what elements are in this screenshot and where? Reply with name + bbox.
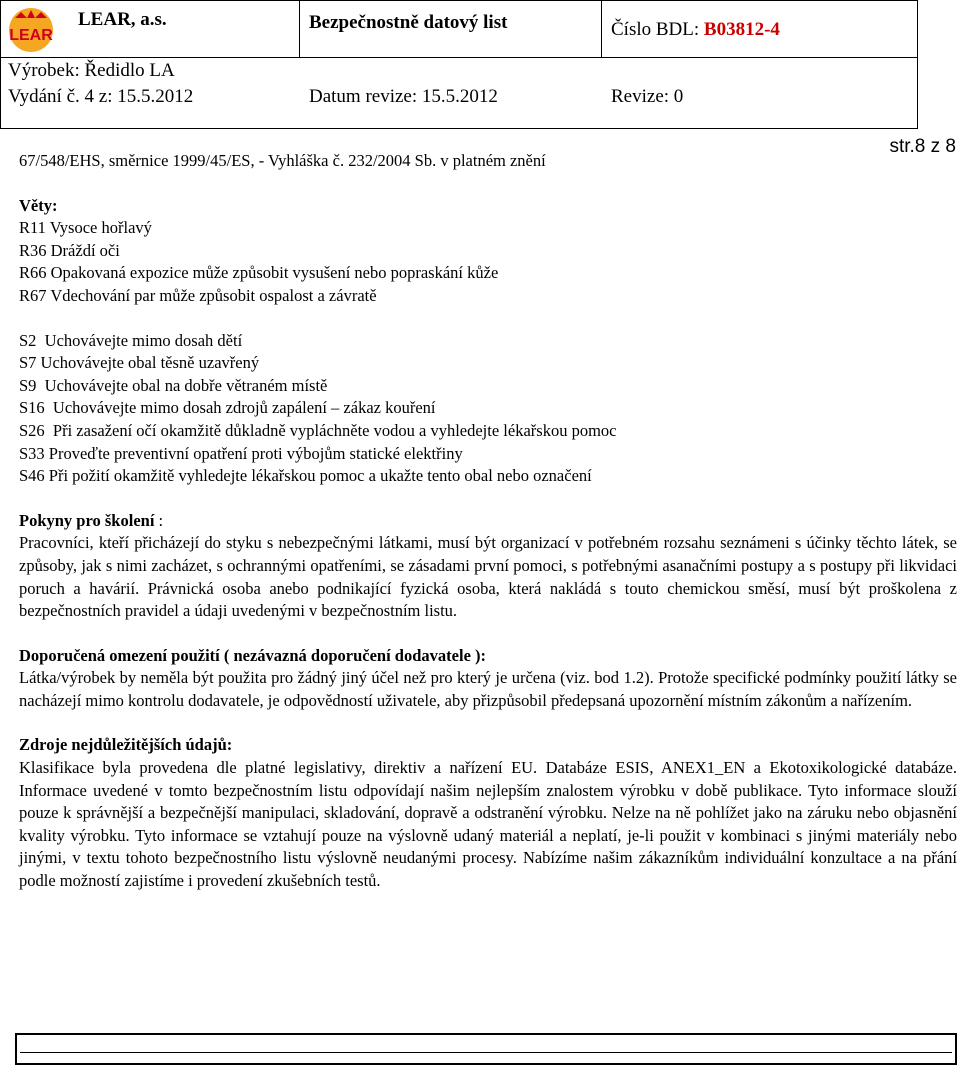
header-divider [601, 1, 602, 57]
footer-bar [15, 1033, 957, 1065]
revision-number: Revize: 0 [611, 86, 684, 107]
bdl-number: B03812-4 [703, 19, 780, 40]
restrictions-heading: Doporučená omezení použití ( nezávazná doporučení dodavatele ): [19, 645, 487, 665]
s-phrase: S33 Proveďte preventivní opatření proti výbojům statické elektřiny [19, 443, 463, 463]
s-phrase: S16 Uchovávejte mimo dosah zdrojů zapálení – zákaz kouření [19, 398, 436, 418]
s-phrase: S26 Při zasažení očí okamžitě důkladně vypláchněte vodou a vyhledejte lékařskou pomoc [19, 420, 617, 440]
issue-info: Vydání č. 4 z: 15.5.2012 [8, 86, 194, 107]
training-heading: Pokyny pro školení [19, 510, 155, 530]
training-heading-suffix: : [154, 510, 164, 530]
header-divider [299, 1, 300, 57]
spacer [19, 173, 957, 195]
phrases-heading: Věty: [19, 195, 58, 215]
spacer [19, 623, 957, 645]
document-type: Bezpečnostně datový list [309, 12, 508, 33]
spacer [19, 712, 957, 734]
product-name: Výrobek: Ředidlo LA [8, 60, 175, 81]
header-divider [1, 57, 917, 58]
bdl-label: Číslo BDL: [611, 19, 704, 40]
spacer [19, 488, 957, 510]
training-text: Pracovníci, kteří přicházejí do styku s nebezpečnými látkami, musí být organizací v potřebném rozsahu seznámeni s účinky těchto látek, se způsoby, jak s nimi zacházet, s ochrannými opatřeními, se zásadami první pomoci, s potřebnými asanačními postupy a s postupy při likvidaci poruch a havárií. Právnická osoba anebo podnikající fyzická osoba, která nakládá s touto chemickou směsí, musí být proškolena z bezpečnostních pravidel a údaji uvedenými v bezpečnostním listu. [19, 533, 957, 621]
bdl-number-field [611, 18, 780, 42]
r-phrase: R66 Opakovaná expozice může způsobit vysušení nebo popraskání kůže [19, 263, 499, 283]
s-phrase: S46 Při požití okamžitě vyhledejte lékařskou pomoc a ukažte tento obal nebo označení [19, 466, 592, 486]
training-heading-line [19, 510, 957, 533]
document-body [19, 150, 957, 893]
r-phrase: R36 Dráždí oči [19, 240, 120, 260]
spacer [19, 308, 957, 330]
lear-logo-icon [3, 4, 59, 54]
legislation-line: 67/548/EHS, směrnice 1999/45/ES, - Vyhláška č. 232/2004 Sb. v platném znění [19, 151, 546, 170]
sources-heading: Zdroje nejdůležitějších údajů: [19, 735, 233, 755]
s-phrase: S2 Uchovávejte mimo dosah dětí [19, 330, 243, 350]
sources-text: Klasifikace byla provedena dle platné legislativy, direktiv a nařízení EU. Databáze ESIS, ANEX1_EN a Ekotoxikologické databáze. Informace uvedené v tomto bezpečnostním listu odpovídají našim nejlepším znalostem výrobku v době publikace. Tyto informace slouží pouze k správnější a bezpečnější manipulaci, skladování, dopravě a odstranění výrobku. Nelze na ně pohlížet jako na záruku nebo objasnění kvality výrobku. Tyto informace se vztahují pouze na výslovně udaný materiál a neplatí, je-li použit v kombinaci s jinými materiály nebo jinými, v textu tohoto bezpečnostního listu výslovně neudanými procesy. Nabízíme našim zákazníkům individuální konzultace a na přání podle možností zajistíme i provedení zkušebních testů. [19, 758, 957, 891]
logo-text: LEAR [9, 27, 53, 44]
r-phrase: R11 Vysoce hořlavý [19, 218, 152, 238]
page-number: str.8 z 8 [889, 136, 956, 157]
document-header [0, 0, 918, 129]
company-name: LEAR, a.s. [78, 9, 167, 30]
s-phrase: S9 Uchovávejte obal na dobře větraném místě [19, 375, 328, 395]
restrictions-text: Látka/výrobek by neměla být použita pro žádný jiný účel než pro který je určena (viz. bod 1.2). Protože specifické podmínky použití látky se nacházejí mimo kontrolu dodavatele, je odpovědností uživatele, aby přizpůsobil předepsaná upozornění místním zákonům a nařízením. [19, 668, 957, 710]
r-phrase: R67 Vdechování par může způsobit ospalost a závratě [19, 285, 377, 305]
revision-date: Datum revize: 15.5.2012 [309, 86, 498, 107]
s-phrase: S7 Uchovávejte obal těsně uzavřený [19, 353, 260, 373]
